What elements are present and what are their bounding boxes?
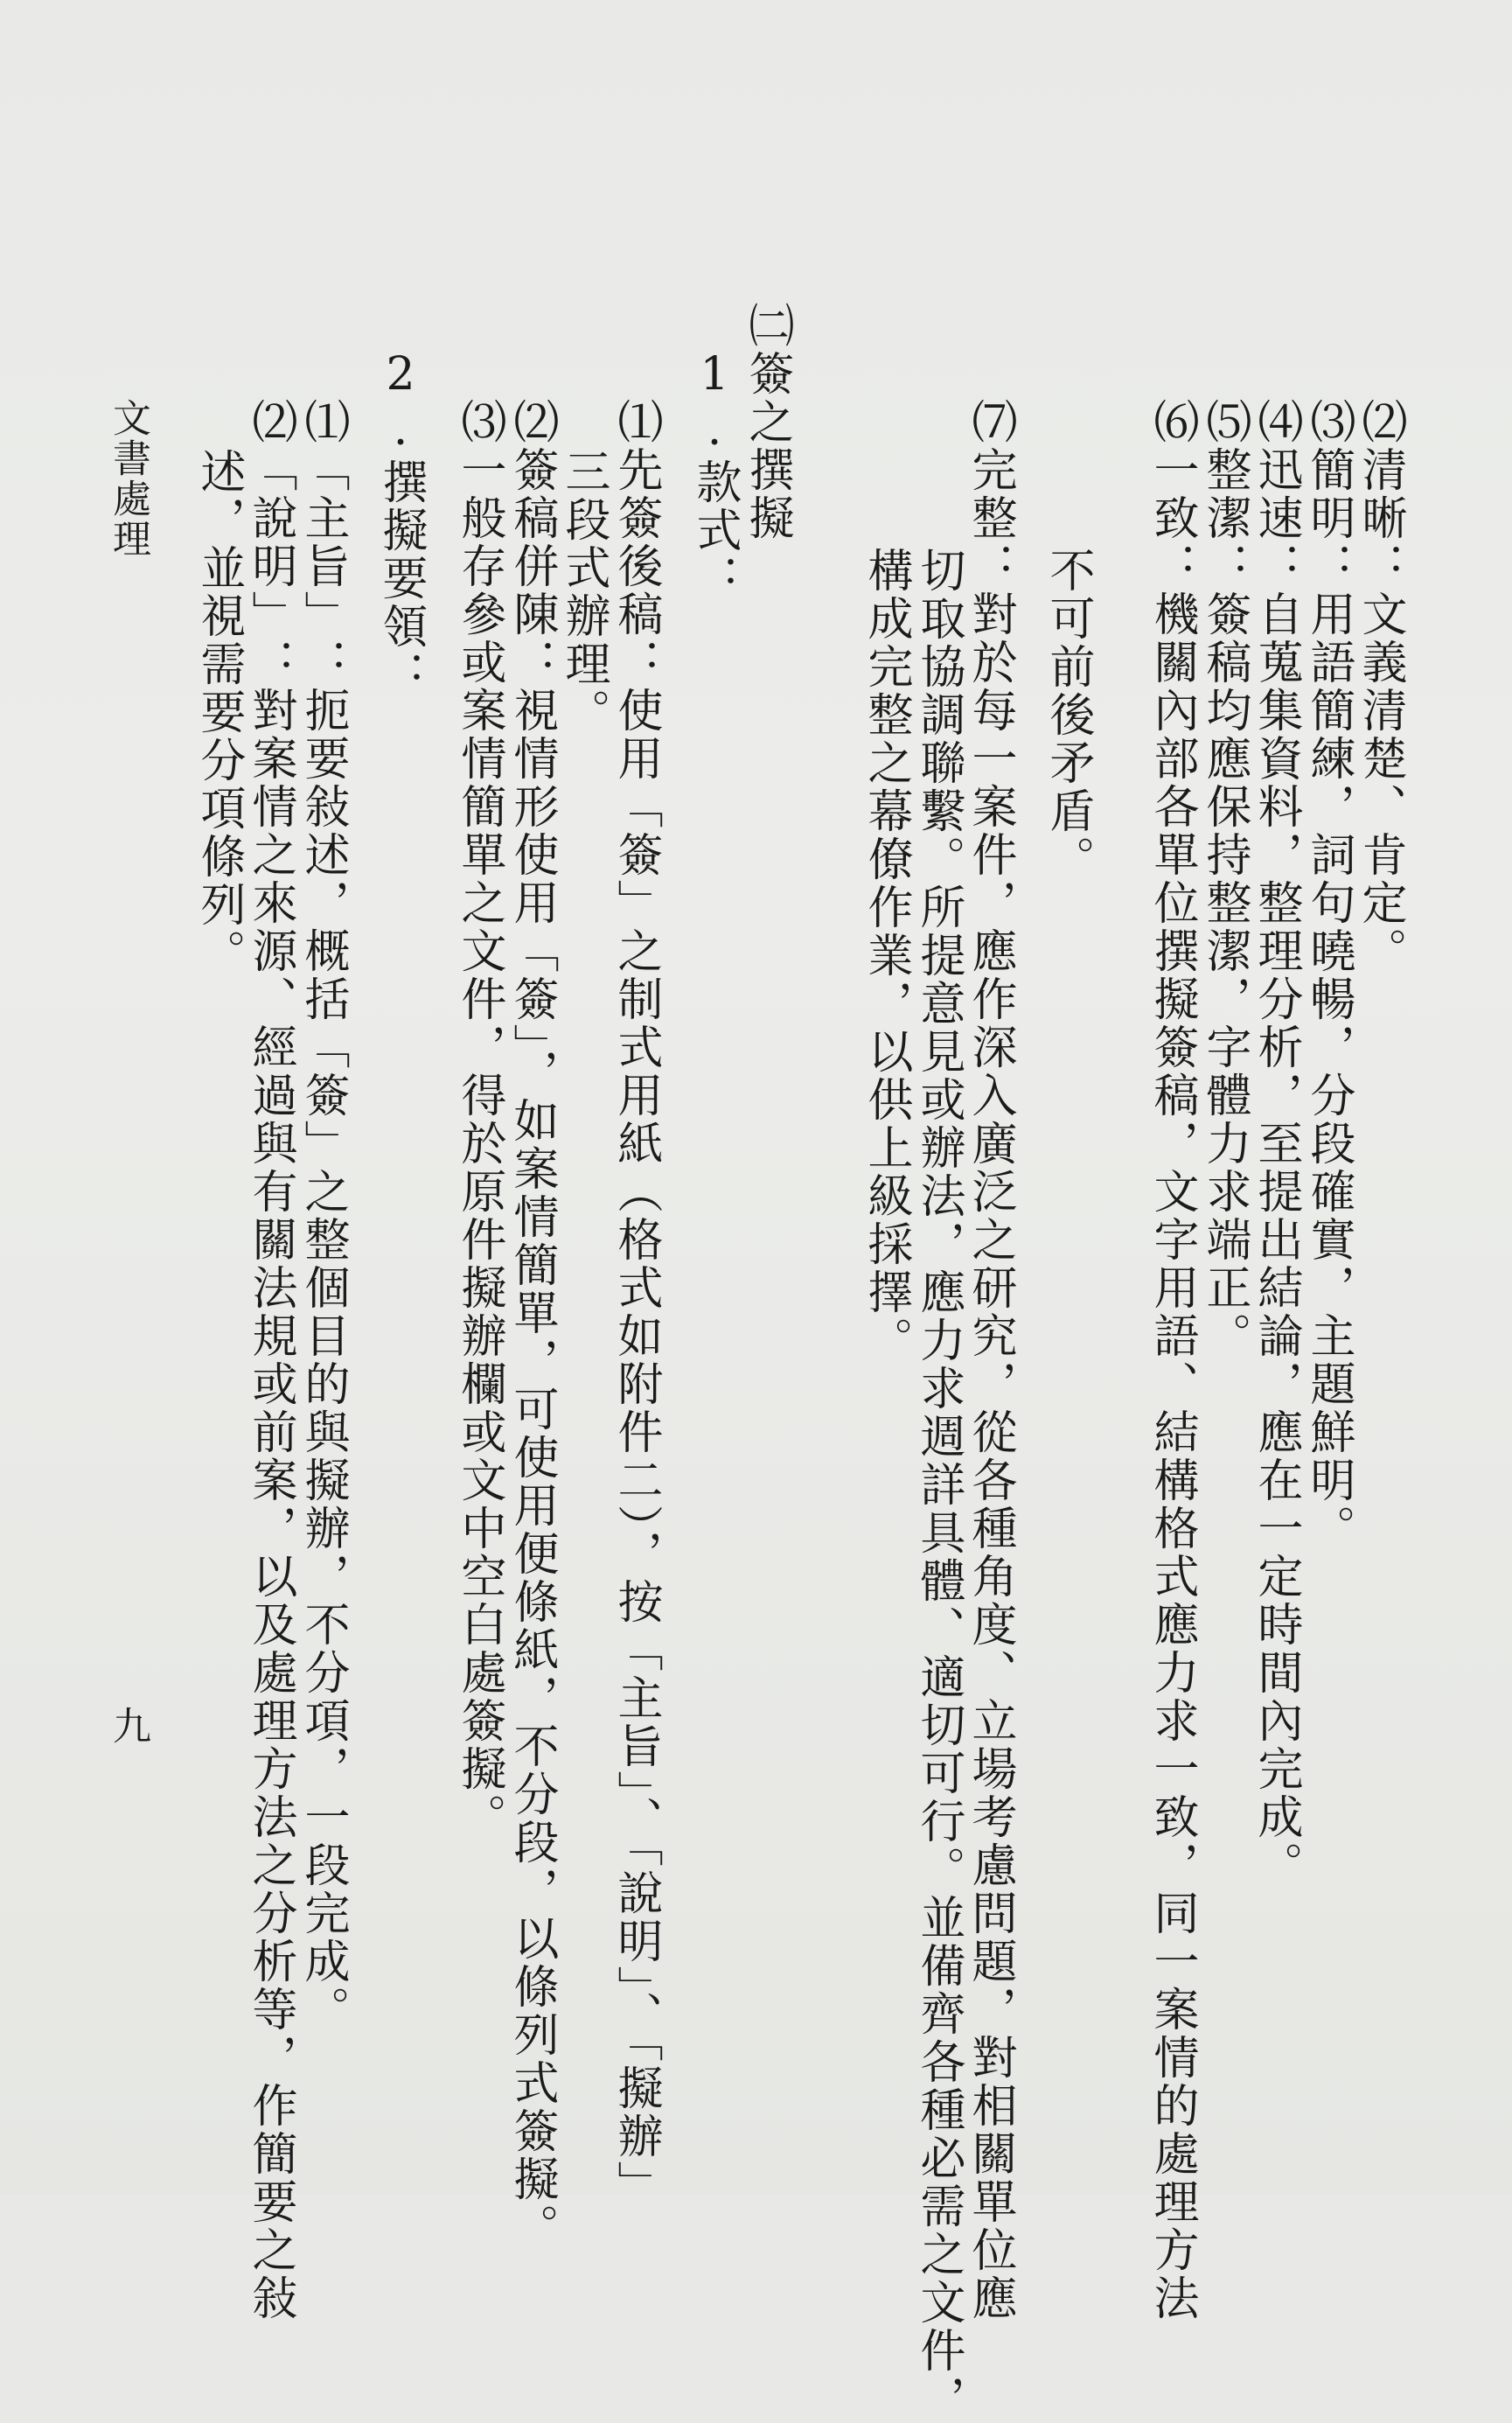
subsection-heading: 2.撰擬要領： bbox=[374, 348, 427, 699]
text-column: ⑷迅速：自蒐集資料，整理分析，至提出結論，應在一定時間內完成。 bbox=[1250, 398, 1302, 1889]
text-column: 切取協調聯繫。所提意見或辦法，應力求週詳具體、適切可行。並備齊各種必需之文件， bbox=[912, 547, 965, 2423]
text-column: ⑴先簽後稿：使用「簽」之制式用紙（格式如附件二），按「主旨」、「說明」、「擬辦」 bbox=[610, 398, 662, 2209]
text-column: ⑵清晰：文義清楚、肯定。 bbox=[1354, 398, 1406, 975]
text-column: ⑶簡明：用語簡練，詞句曉暢，分段確實，主題鮮明。 bbox=[1302, 398, 1355, 1553]
running-head: 文書處理 bbox=[106, 398, 150, 559]
text-column: 述，並視需要分項條列。 bbox=[192, 448, 245, 977]
text-column: ⑵「說明」：對案情之來源、經過與有關法規或前案，以及處理方法之分析等，作簡要之敍 bbox=[244, 398, 296, 2322]
subsection-heading: 1.款式： bbox=[688, 348, 741, 603]
text-column: ⑴「主旨」：扼要敍述，概括「簽」之整個目的與擬辦，不分項，一段完成。 bbox=[296, 398, 349, 2034]
text-column: ⑵簽稿併陳：視情形使用「簽」，如案情簡單，可使用便條紙，不分段，以條列式簽擬。 bbox=[505, 398, 558, 2252]
page-number: 九 bbox=[106, 1706, 150, 1747]
text-column: 不可前後矛盾。 bbox=[1042, 547, 1094, 883]
text-column: ⑶一般存參或案情簡單之文件，得於原件擬辦欄或文中空白處簽擬。 bbox=[453, 398, 505, 1841]
text-column: 三段式辦理。 bbox=[557, 448, 610, 737]
text-column: ⑺完整：對於每一案件，應作深入廣泛之研究，從各種角度、立場考慮問題，對相關單位應 bbox=[964, 398, 1016, 2322]
text-column: ⑸整潔：簽稿均應保持整潔，字體力求端正。 bbox=[1198, 398, 1251, 1360]
text-column: ⑹一致：機關內部各單位撰擬簽稿，文字用語、結構格式應力求一致，同一案情的處理方法 bbox=[1146, 398, 1198, 2322]
text-column: 構成完整之幕僚作業，以供上級採擇。 bbox=[860, 547, 912, 1365]
section-heading: ㈡簽之撰擬 bbox=[741, 302, 793, 542]
